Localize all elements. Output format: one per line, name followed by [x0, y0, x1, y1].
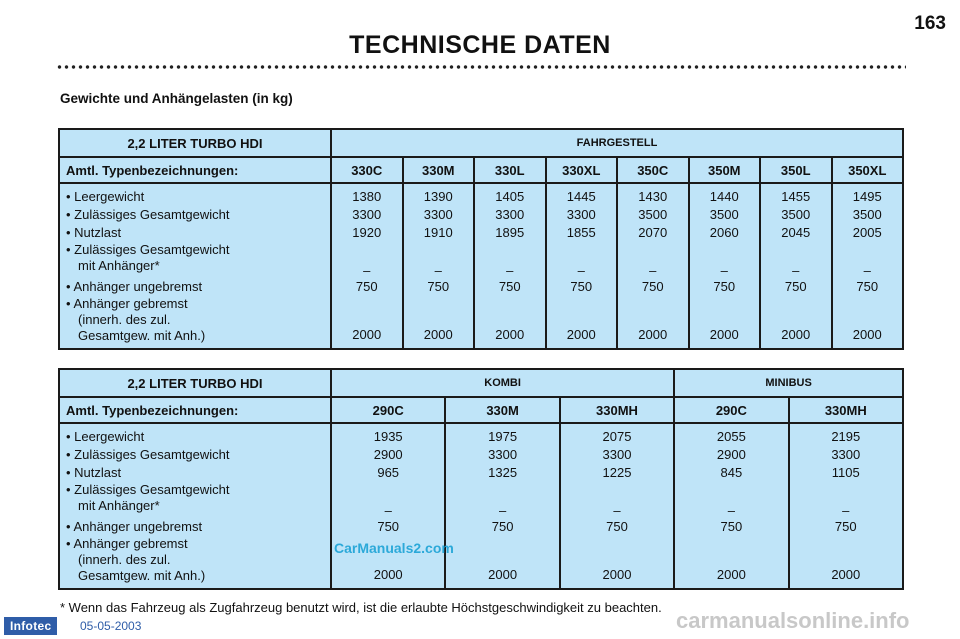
footer-date: 05-05-2003	[80, 619, 142, 633]
label-zul-gesamt: • Zulässiges Gesamtgewicht	[66, 207, 230, 222]
model-header: 290C	[331, 397, 445, 423]
value-column	[445, 423, 559, 589]
cell-nutzlast: 1855	[566, 225, 596, 240]
label-gebremst-3: Gesamtgew. mit Anh.)	[78, 328, 206, 343]
model-header: 330MH	[560, 397, 674, 423]
cell-zul-gesamt: 2900	[716, 447, 746, 462]
engine-header: 2,2 LITER TURBO HDI	[59, 369, 331, 397]
cell-zul-anhaenger: –	[649, 263, 657, 278]
cell-zul-anhaenger: –	[613, 503, 621, 518]
engine-header: 2,2 LITER TURBO HDI	[59, 129, 331, 157]
model-header: 330MH	[789, 397, 903, 423]
label-gebremst-2: (innerh. des zul.	[78, 312, 171, 327]
label-zul-anhaenger: • Zulässiges Gesamtgewicht	[66, 242, 230, 257]
model-row	[59, 157, 903, 183]
cell-leergewicht: 1975	[488, 429, 518, 444]
label-nutzlast: • Nutzlast	[66, 465, 122, 480]
cell-gebremst: 2000	[852, 327, 882, 342]
cell-leergewicht: 1495	[852, 189, 882, 204]
value-column	[689, 183, 761, 349]
cell-zul-gesamt: 3500	[638, 207, 668, 222]
cell-leergewicht: 1935	[373, 429, 403, 444]
cell-gebremst: 2000	[423, 327, 453, 342]
cell-zul-gesamt: 3500	[781, 207, 811, 222]
value-column	[331, 423, 445, 589]
cell-ungebremst: 750	[491, 519, 514, 534]
values-body	[59, 423, 903, 589]
cell-zul-gesamt: 3500	[709, 207, 739, 222]
cell-leergewicht: 1380	[352, 189, 382, 204]
cell-nutzlast: 2045	[781, 225, 811, 240]
model-header: 330C	[331, 157, 403, 183]
values-body	[59, 183, 903, 349]
cell-ungebremst: 750	[377, 519, 400, 534]
label-leergewicht: • Leergewicht	[66, 429, 145, 444]
cell-zul-anhaenger: –	[842, 503, 850, 518]
cell-nutzlast: 1325	[488, 465, 518, 480]
cell-ungebremst: 750	[606, 519, 628, 534]
cell-gebremst: 2000	[709, 327, 739, 342]
cell-leergewicht: 1445	[566, 189, 596, 204]
row-labels-cell	[59, 423, 331, 589]
cell-zul-gesamt: 3300	[495, 207, 525, 222]
cell-zul-anhaenger: –	[434, 263, 442, 278]
value-column	[403, 183, 475, 349]
cell-gebremst: 2000	[638, 327, 668, 342]
cell-leergewicht: 1430	[638, 189, 668, 204]
cell-zul-anhaenger: –	[727, 503, 735, 518]
cell-leergewicht: 1440	[709, 189, 739, 204]
label-gebremst-2: (innerh. des zul.	[78, 552, 171, 567]
label-gebremst: • Anhänger gebremst	[66, 296, 188, 311]
cell-nutzlast: 1225	[602, 465, 632, 480]
cell-zul-anhaenger: –	[363, 263, 371, 278]
value-column	[789, 423, 903, 589]
cell-gebremst: 2000	[495, 327, 525, 342]
section-subtitle: Gewichte und Anhängelasten (in kg)	[60, 91, 293, 106]
label-zul-gesamt: • Zulässiges Gesamtgewicht	[66, 447, 230, 462]
table-header-row	[59, 129, 903, 157]
footnote: * Wenn das Fahrzeug als Zugfahrzeug benutzt wird, ist die erlaubte Höchstgeschwindigkeit zu beachten.	[60, 600, 662, 615]
model-header: 330M	[403, 157, 475, 183]
chassis-weights-table	[58, 128, 904, 350]
cell-ungebremst: 750	[784, 279, 807, 294]
value-column	[560, 423, 674, 589]
cell-ungebremst: 750	[427, 279, 450, 294]
cell-nutzlast: 2070	[638, 225, 668, 240]
label-zul-anhaenger-2: mit Anhänger*	[78, 258, 160, 273]
model-header: 330L	[474, 157, 546, 183]
cell-zul-gesamt: 3500	[852, 207, 882, 222]
cell-nutzlast: 1920	[352, 225, 382, 240]
cell-zul-gesamt: 3300	[831, 447, 861, 462]
value-column	[617, 183, 689, 349]
value-column	[832, 183, 904, 349]
cell-gebremst: 2000	[602, 567, 632, 582]
label-leergewicht: • Leergewicht	[66, 189, 145, 204]
model-header: 350XL	[832, 157, 904, 183]
cell-ungebremst: 750	[720, 519, 743, 534]
cell-ungebremst: 750	[856, 279, 879, 294]
cell-gebremst: 2000	[781, 327, 811, 342]
model-row	[59, 397, 903, 423]
cell-leergewicht: 2055	[716, 429, 746, 444]
cell-leergewicht: 1390	[423, 189, 453, 204]
cell-gebremst: 2000	[488, 567, 518, 582]
cell-zul-gesamt: 3300	[352, 207, 382, 222]
cell-ungebremst: 750	[641, 279, 664, 294]
row-labels-cell	[59, 183, 331, 349]
cell-zul-anhaenger: –	[498, 503, 507, 518]
label-nutzlast: • Nutzlast	[66, 225, 122, 240]
model-header: 350M	[689, 157, 761, 183]
cell-gebremst: 2000	[716, 567, 746, 582]
cell-zul-anhaenger: –	[577, 263, 585, 278]
cell-nutzlast: 1895	[495, 225, 525, 240]
infotec-logo: Infotec	[4, 617, 57, 635]
cell-zul-gesamt: 3300	[566, 207, 596, 222]
model-header: 350C	[617, 157, 689, 183]
value-column	[760, 183, 832, 349]
cell-zul-anhaenger: –	[384, 503, 392, 518]
label-ungebremst: • Anhänger ungebremst	[66, 279, 203, 294]
cell-ungebremst: 750	[834, 519, 857, 534]
cell-ungebremst: 750	[355, 279, 378, 294]
table-header-row	[59, 369, 903, 397]
label-zul-anhaenger: • Zulässiges Gesamtgewicht	[66, 482, 230, 497]
cell-leergewicht: 2075	[602, 429, 632, 444]
type-row-label: Amtl. Typenbezeichnungen:	[59, 397, 331, 423]
type-row-label: Amtl. Typenbezeichnungen:	[59, 157, 331, 183]
value-column	[331, 183, 403, 349]
cell-nutzlast: 1105	[831, 465, 860, 480]
cell-nutzlast: 2005	[852, 225, 882, 240]
watermark-carmanuals2: CarManuals2.com	[334, 540, 454, 556]
cell-zul-gesamt: 3300	[423, 207, 453, 222]
kombi-minibus-weights-table	[58, 368, 904, 590]
cell-leergewicht: 2195	[831, 429, 861, 444]
cell-ungebremst: 750	[713, 279, 736, 294]
cell-gebremst: 2000	[373, 567, 403, 582]
page-title: TECHNISCHE DATEN	[349, 31, 611, 59]
label-zul-anhaenger-2: mit Anhänger*	[78, 498, 160, 513]
cell-zul-gesamt: 2900	[373, 447, 403, 462]
dotted-divider	[56, 64, 906, 70]
cell-leergewicht: 1405	[495, 189, 525, 204]
label-ungebremst: • Anhänger ungebremst	[66, 519, 203, 534]
value-column	[674, 423, 788, 589]
cell-nutzlast: 2060	[709, 225, 739, 240]
cell-gebremst: 2000	[831, 567, 861, 582]
cell-zul-gesamt: 3300	[602, 447, 632, 462]
model-header: 350L	[760, 157, 832, 183]
watermark-carmanualsonline: carmanualsonline.info	[676, 608, 910, 633]
group-header-fahrgestell: FAHRGESTELL	[331, 129, 903, 157]
cell-zul-anhaenger: –	[720, 263, 728, 278]
model-header: 330XL	[546, 157, 618, 183]
label-gebremst-3: Gesamtgew. mit Anh.)	[78, 568, 206, 583]
value-column	[546, 183, 618, 349]
cell-zul-anhaenger: –	[792, 263, 800, 278]
cell-leergewicht: 1455	[781, 189, 811, 204]
model-header: 330M	[445, 397, 559, 423]
cell-nutzlast: 965	[377, 465, 400, 480]
cell-ungebremst: 750	[498, 279, 521, 294]
cell-nutzlast: 845	[720, 465, 743, 480]
value-column	[474, 183, 546, 349]
cell-gebremst: 2000	[566, 327, 596, 342]
group-header-minibus: MINIBUS	[674, 369, 903, 397]
label-gebremst: • Anhänger gebremst	[66, 536, 188, 551]
cell-gebremst: 2000	[352, 327, 382, 342]
cell-ungebremst: 750	[570, 279, 593, 294]
cell-zul-anhaenger: –	[506, 263, 514, 278]
group-header-kombi: KOMBI	[331, 369, 674, 397]
cell-zul-gesamt: 3300	[488, 447, 518, 462]
page-number: 163	[914, 13, 946, 34]
model-header: 290C	[674, 397, 788, 423]
cell-nutzlast: 1910	[423, 225, 453, 240]
cell-zul-anhaenger: –	[863, 263, 871, 278]
